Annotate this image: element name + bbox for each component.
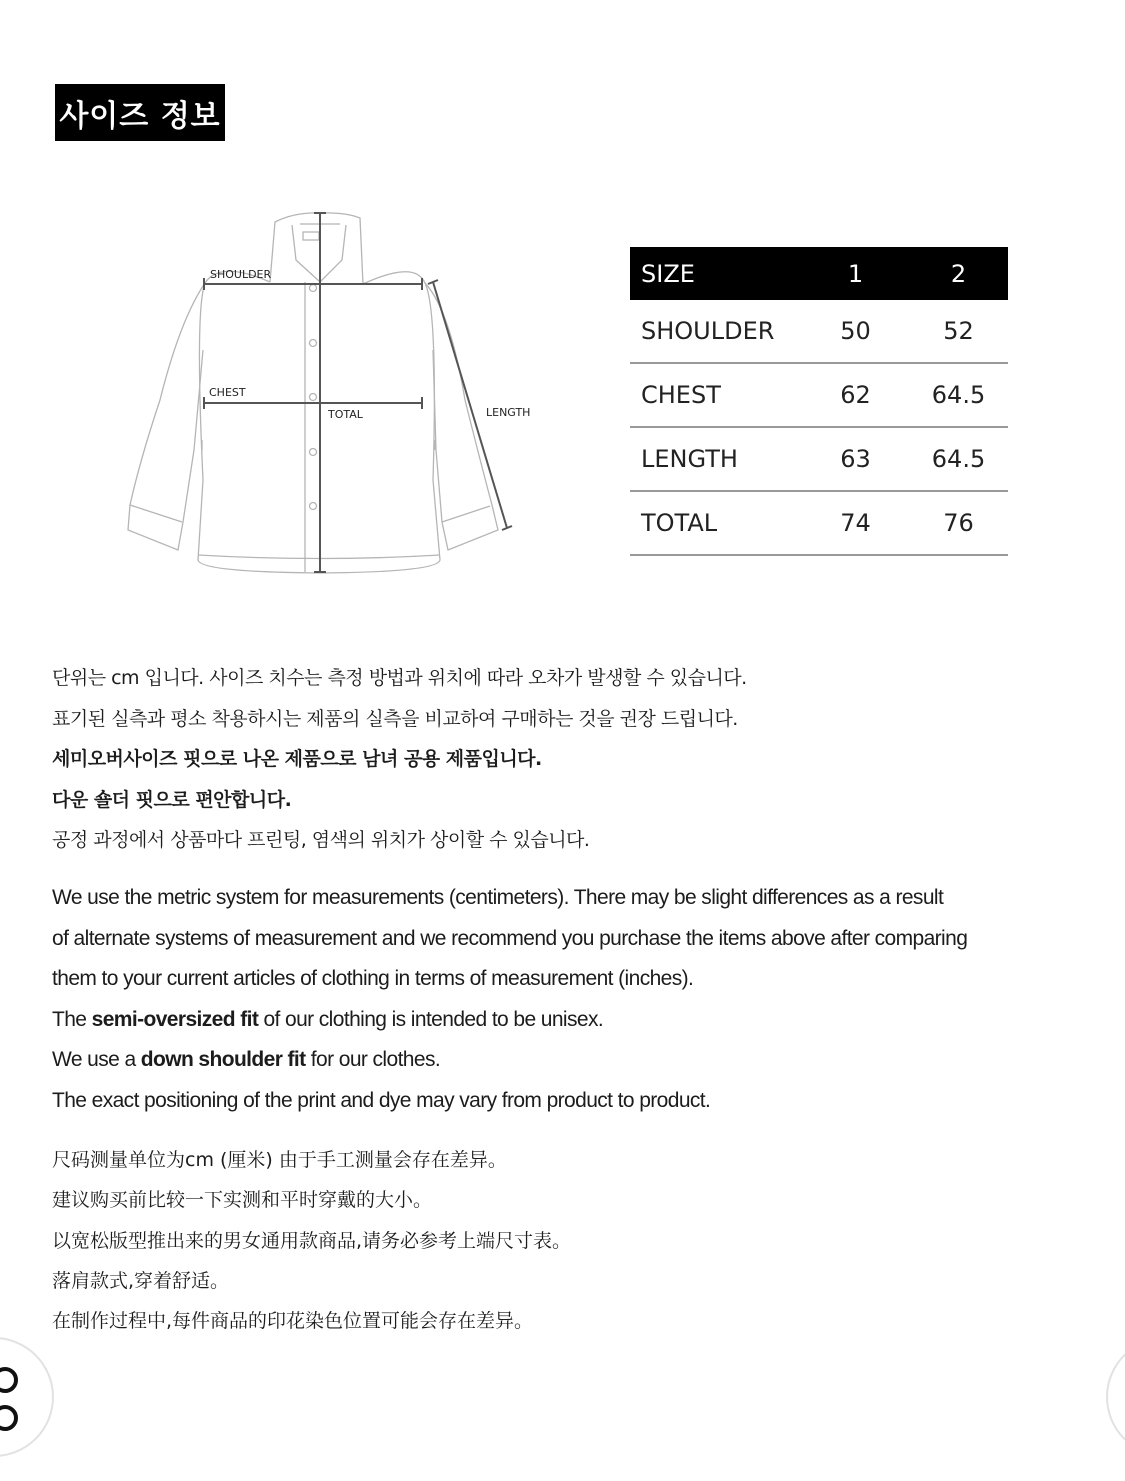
row-value: 62 (802, 363, 909, 427)
table-row (630, 300, 1008, 363)
row-value: 63 (802, 427, 909, 491)
note-line: of alternate systems of measurement and we recommend you purchase the items above after comparing (52, 926, 968, 950)
note-line: them to your current articles of clothing in terms of measurement (inches). (52, 967, 694, 990)
note-text: of our clothing is intended to be unisex. (258, 1007, 604, 1031)
header-size-2: 2 (909, 247, 1008, 300)
header-size: SIZE (630, 247, 802, 300)
ring-icon (0, 1405, 18, 1431)
previous-button[interactable] (0, 1337, 54, 1457)
row-label: CHEST (630, 363, 802, 427)
note-line: 尺码测量单位为cm (厘米) 由于手工测量会存在差异。 (52, 1149, 507, 1171)
row-value: 52 (909, 300, 1008, 363)
table-header-row (630, 247, 1008, 300)
note-line: 세미오버사이즈 핏으로 나온 제품으로 남녀 공용 제품입니다. (52, 748, 542, 770)
size-chart-table (630, 247, 1008, 556)
note-line: We use the metric system for measurements (centimeters). There may be slight differences as a result (52, 886, 944, 909)
shirt-sketch-icon (120, 200, 550, 590)
row-value: 50 (802, 300, 909, 363)
note-text: We use a (52, 1048, 141, 1071)
note-line: 落肩款式,穿着舒适。 (52, 1269, 230, 1292)
note-line: 단위는 cm 입니다. 사이즈 치수는 측정 방법과 위치에 따라 오차가 발생할 수 있습니다. (52, 667, 747, 689)
note-line: 建议购买前比较一下实测和平时穿戴的大小。 (52, 1189, 433, 1212)
garment-measurement-diagram (120, 200, 550, 590)
note-line: 在制作过程中,每件商品的印花染色位置可能会存在差异。 (52, 1310, 534, 1333)
note-emphasis: down shoulder fit (140, 1048, 306, 1071)
note-line: 공정 과정에서 상품마다 프린팅, 염색의 위치가 상이할 수 있습니다. (52, 829, 590, 851)
row-label: TOTAL (630, 491, 802, 555)
table-row (630, 491, 1008, 555)
row-label: SHOULDER (630, 300, 802, 363)
table-row (630, 427, 1008, 491)
row-value: 64.5 (909, 363, 1008, 427)
header-size-1: 1 (802, 247, 909, 300)
table-row (630, 363, 1008, 427)
length-label: LENGTH (486, 406, 531, 419)
row-value: 74 (802, 491, 909, 555)
next-button[interactable] (1106, 1337, 1125, 1457)
shoulder-label: SHOULDER (210, 268, 272, 281)
row-label: LENGTH (630, 427, 802, 491)
note-line (52, 1040, 967, 1081)
note-text: for our clothes. (305, 1048, 441, 1071)
note-line: The exact positioning of the print and dye may vary from product to product. (52, 1088, 711, 1112)
ring-icon (0, 1367, 18, 1393)
note-line: 다운 숄더 핏으로 편안합니다. (52, 788, 292, 811)
note-line: 以宽松版型推出来的男女通用款商品,请务必参考上端尺寸表。 (52, 1229, 572, 1252)
note-line (52, 1000, 967, 1041)
note-text: The (52, 1007, 92, 1031)
chinese-notes (52, 1140, 571, 1341)
row-value: 64.5 (909, 427, 1008, 491)
size-info-title: 사이즈 정보 (55, 84, 225, 141)
note-emphasis: semi-oversized fit (91, 1007, 259, 1031)
english-notes (52, 878, 967, 1121)
row-value: 76 (909, 491, 1008, 555)
chest-label: CHEST (209, 386, 246, 399)
korean-notes (52, 658, 747, 861)
note-line: 표기된 실측과 평소 착용하시는 제품의 실측을 비교하여 구매하는 것을 권장 드립니다. (52, 707, 738, 730)
total-label: TOTAL (328, 408, 363, 421)
